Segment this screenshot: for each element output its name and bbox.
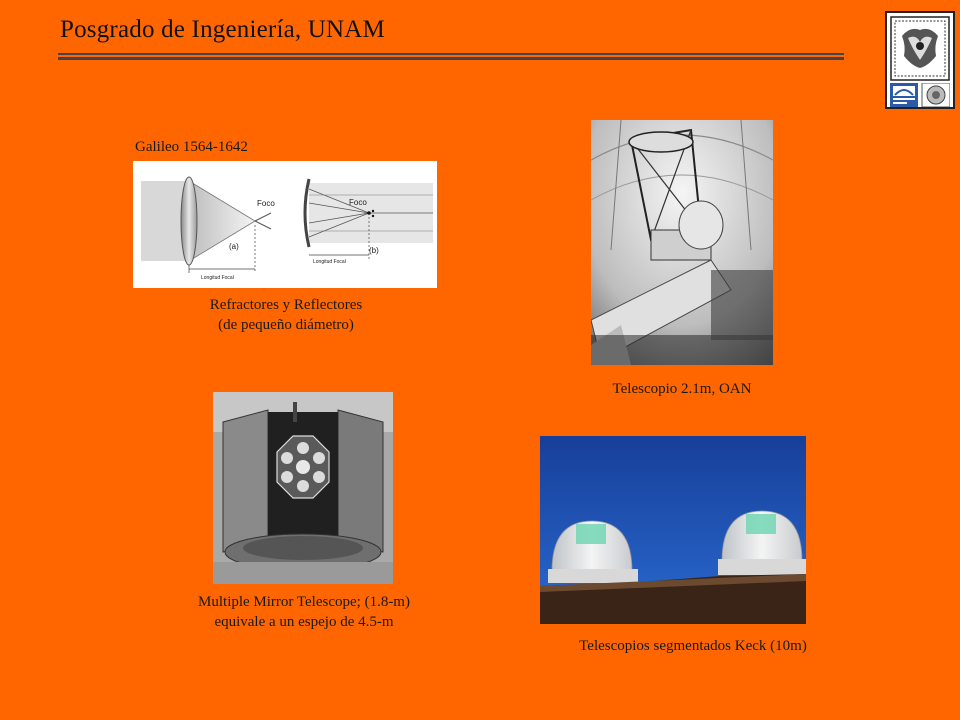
diagram-focal-left: Longitud Focal bbox=[201, 275, 234, 281]
diagram-foco-right: Foco bbox=[349, 198, 367, 207]
unam-crest-icon bbox=[890, 16, 950, 81]
diagram-b-label: (b) bbox=[369, 246, 379, 255]
page-title: Posgrado de Ingeniería, UNAM bbox=[60, 16, 385, 43]
mmt-caption-line1: Multiple Mirror Telescope; (1.8-m) bbox=[198, 594, 410, 610]
unam-logo bbox=[885, 11, 955, 109]
oan-caption: Telescopio 2.1m, OAN bbox=[612, 381, 752, 397]
faculty-emblem-icon bbox=[890, 83, 950, 107]
title-divider-thick bbox=[58, 57, 844, 60]
mmt-caption-line2: equivale a un espejo de 4.5-m bbox=[214, 614, 394, 630]
diagram-focal-right: Longitud Focal bbox=[313, 259, 346, 265]
refractor-caption bbox=[150, 295, 422, 335]
refractor-caption-line1: Refractores y Reflectores bbox=[209, 297, 363, 313]
mmt-telescope-photo bbox=[213, 392, 393, 584]
refractor-diagram bbox=[133, 161, 437, 288]
galileo-label: Galileo 1564-1642 bbox=[135, 139, 248, 155]
diagram-a-label: (a) bbox=[229, 242, 239, 251]
refractor-caption-line2: (de pequeño diámetro) bbox=[218, 317, 354, 333]
diagram-foco-left: Foco bbox=[257, 199, 275, 208]
title-divider bbox=[58, 53, 844, 55]
keck-caption: Telescopios segmentados Keck (10m) bbox=[579, 638, 807, 654]
oan-telescope-photo bbox=[591, 120, 773, 365]
mmt-caption bbox=[150, 592, 458, 632]
keck-telescopes-photo bbox=[540, 436, 806, 624]
